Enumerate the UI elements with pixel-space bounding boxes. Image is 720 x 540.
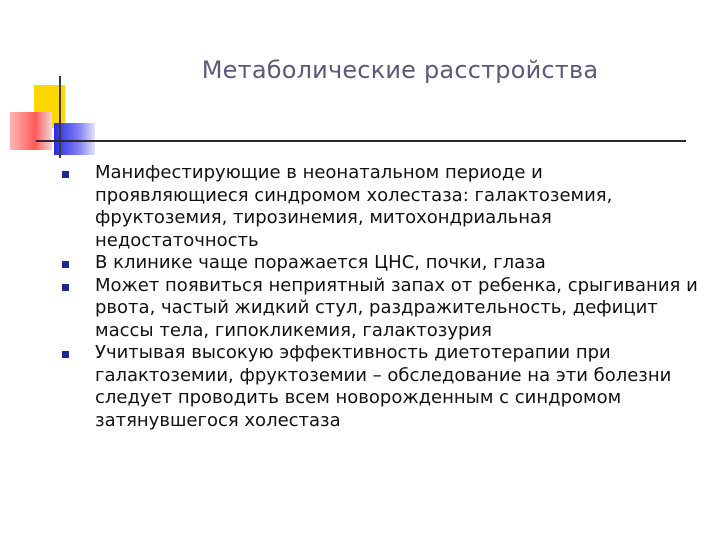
square-bullet-icon xyxy=(62,284,69,291)
bullet-text: Может появиться неприятный запах от ребенка, срыгивания и рвота, частый жидкий стул, раздражительность, дефицит массы тела, гипокликемия, галактозурия xyxy=(95,274,698,341)
bullet-item xyxy=(62,275,702,343)
bullet-list xyxy=(62,162,702,432)
title-underline xyxy=(36,140,686,142)
square-bullet-icon xyxy=(62,261,69,268)
bullet-text: Учитывая высокую эффективность диетотерапии при галактоземии, фруктоземии – обследование на эти болезни следует проводить всем новорожденным с синдромом затянувшегося холестаза xyxy=(95,342,672,431)
red-square xyxy=(10,112,52,150)
square-bullet-icon xyxy=(62,171,69,178)
square-bullet-icon xyxy=(62,351,69,358)
bullet-item xyxy=(62,162,702,252)
vertical-rule xyxy=(59,76,61,158)
decorative-logo xyxy=(0,0,120,170)
bullet-text: Манифестирующие в неонатальном периоде и проявляющиеся синдромом холестаза: галактоземия, фруктоземия, тирозинемия, митохондриальная недостаточность xyxy=(95,162,613,251)
bullet-item xyxy=(62,252,702,275)
bullet-text: В клинике чаще поражается ЦНС, почки, глаза xyxy=(95,252,546,273)
slide-title: Метаболические расстройства xyxy=(201,56,599,84)
bullet-item xyxy=(62,342,702,432)
